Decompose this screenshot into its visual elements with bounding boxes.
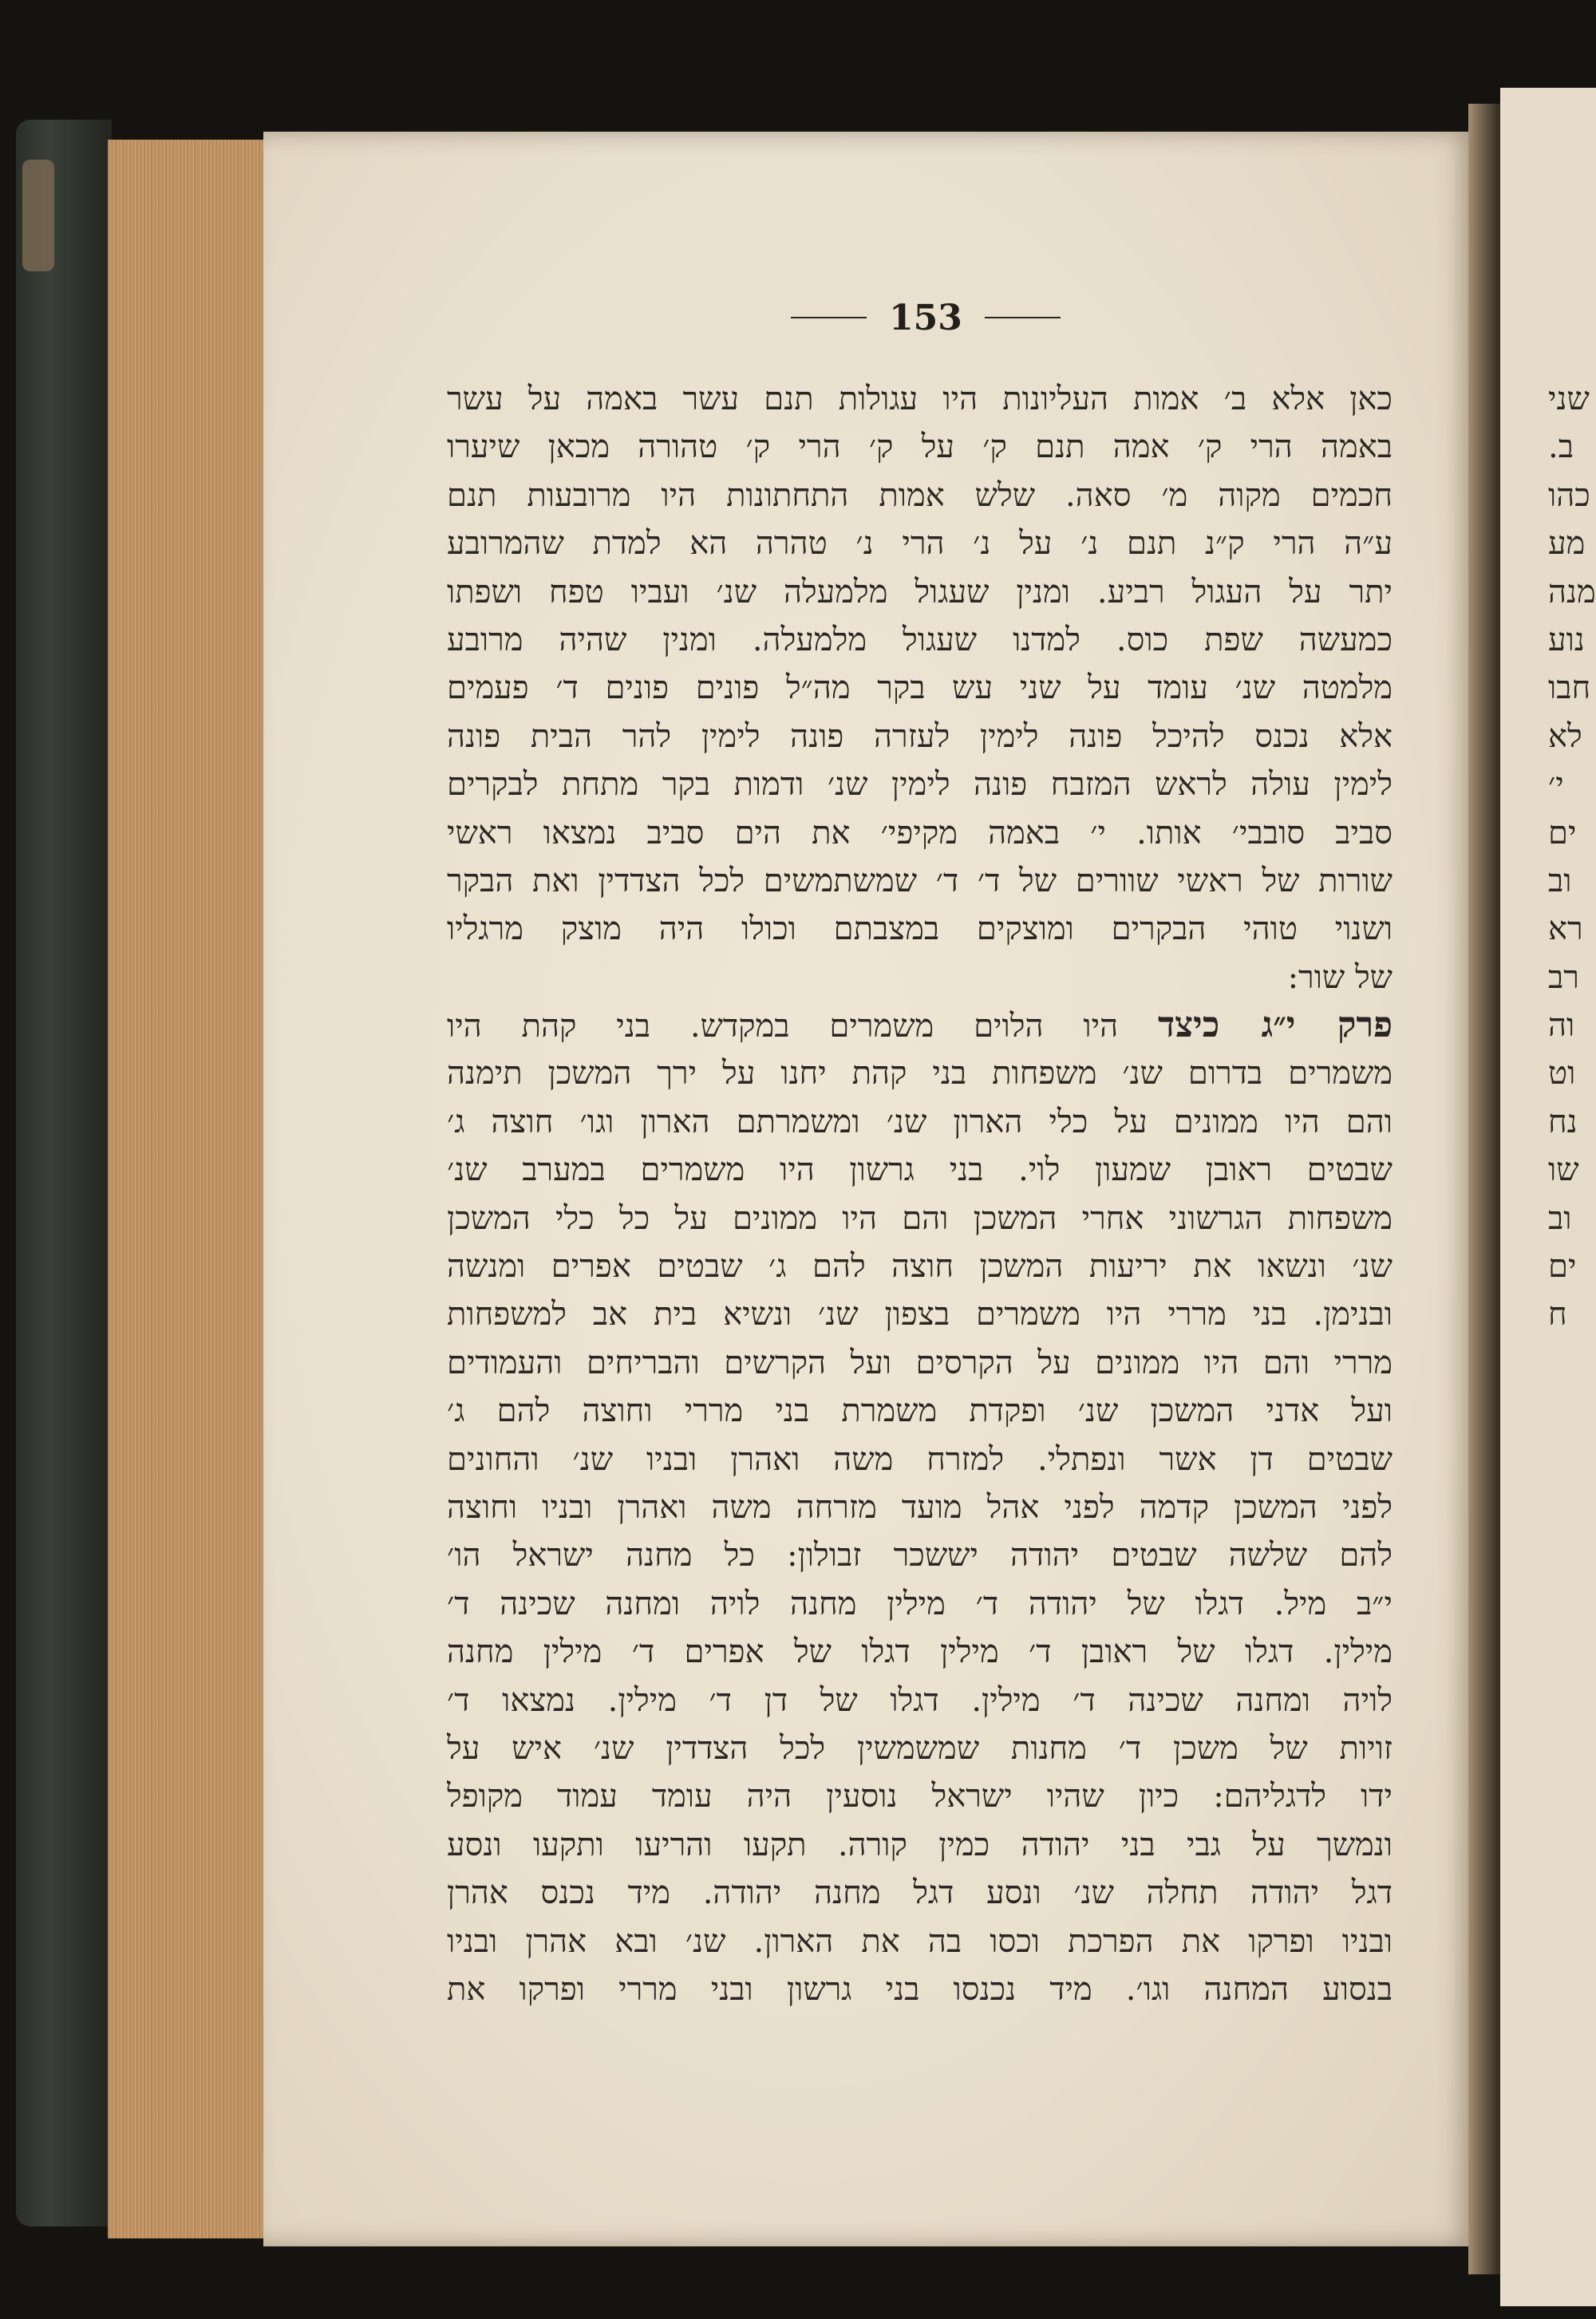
text-line: י״ב מיל. דגלו של יהודה ד׳ מילין מחנה לויה ומחנה שכינה ד׳ — [447, 1585, 1393, 1622]
facing-page-fragment: וב — [1548, 1199, 1572, 1237]
page-number: 153 — [889, 297, 962, 338]
facing-page-fragment: וט — [1548, 1055, 1576, 1092]
facing-page-fragment: חבו — [1548, 670, 1591, 707]
text-line: אלא נכנס להיכל פונה לימין לעזרה פונה לימין להר הבית פונה — [447, 717, 1393, 755]
text-line: היו הלוים משמרים במקדש. בני קהת היו — [447, 1008, 1119, 1045]
page-header — [766, 294, 1085, 342]
text-line: ונמשך על גבי בני יהודה כמין קורה. תקעו והריעו ותקעו ונסע — [447, 1826, 1393, 1863]
text-line: דגל יהודה תחלה שנ׳ ונסע דגל מחנה יהודה. מיד נכנס אהרן — [447, 1875, 1393, 1912]
facing-page-fragment: לא — [1548, 717, 1582, 755]
facing-page-fragment: ים — [1548, 814, 1577, 851]
text-line: זויות של משכן ד׳ מחנות שמשמשין לכל הצדדין שנ׳ איש על — [447, 1729, 1393, 1767]
text-line: לפני המשכן קדמה לפני אהל מועד מזרחה משה ואהרן ובניו וחוצה — [447, 1488, 1393, 1526]
book-cover — [16, 120, 112, 2226]
facing-page-fragment: כהו — [1548, 476, 1590, 514]
facing-page-fragment: וה — [1548, 1007, 1575, 1045]
facing-page-fragment: מע — [1548, 525, 1586, 563]
text-line: משפחות הגרשוני אחרי המשכן והם היו ממונים על כל כלי המשכן — [447, 1199, 1393, 1237]
text-line: מלמטה שנ׳ עומד על שני עש בקר מה״ל פונים פונים ד׳ פעמים — [447, 670, 1393, 707]
page-body — [447, 375, 1393, 2013]
text-line: ובנימן. בני מררי היו משמרים בצפון שנ׳ ונשיא בית אב למשפחות — [447, 1296, 1393, 1333]
text-line: כמעשה שפת כוס. למדנו שעגול מלמעלה. ומנין שהיה מרובע — [447, 621, 1393, 658]
facing-page-fragment: ב. — [1548, 429, 1574, 466]
facing-page-fragment: ח — [1548, 1296, 1567, 1333]
header-rule-left — [791, 317, 867, 318]
text-line: שנ׳ ונשאו את יריעות המשכן חוצה להם ג׳ שבטים אפרים ומנשה — [447, 1248, 1393, 1286]
text-line: באמה הרי ק׳ אמה תנם ק׳ על ק׳ הרי ק׳ טהורה מכאן שיערו — [447, 429, 1393, 466]
facing-page-fragment: נוע — [1548, 621, 1585, 658]
text-line: ושנוי טוהי הבקרים ומוצקים במצבתם וכולו היה מוצק מרגליו — [447, 911, 1393, 948]
facing-page-fragment: וב — [1548, 862, 1572, 899]
facing-page-fragment: שני — [1548, 381, 1590, 417]
text-line: שבטים ראובן שמעון לוי. בני גרשון היו משמרים במערב שנ׳ — [447, 1152, 1393, 1189]
text-line: של שור: — [1287, 958, 1393, 996]
text-line: ועל אדני המשכן שנ׳ ופקדת משמרת בני מררי וחוצה להם ג׳ — [447, 1393, 1393, 1430]
text-line: משמרים בדרום שנ׳ משפחות בני קהת יחנו על ירך המשכן תימנה — [447, 1055, 1393, 1092]
facing-page-fragment: רב — [1548, 958, 1579, 996]
facing-page-fragment: רא — [1548, 911, 1583, 948]
facing-page-fragment: מנה — [1548, 573, 1596, 610]
text-line: שורות של ראשי שוורים של ד׳ ד׳ שמשתמשים לכל הצדדין ואת הבקר — [447, 862, 1393, 899]
text-line: כאן אלא ב׳ אמות העליונות היו עגולות תנם עשר באמה על עשר — [447, 381, 1393, 417]
text-line: להם שלשה שבטים יהודה יששכר זבולון: כל מחנה ישראל הו׳ — [447, 1537, 1393, 1574]
page-edges — [108, 140, 279, 2238]
text-line: ע״ה הרי ק״נ תנם נ׳ על נ׳ הרי נ׳ טהרה הא למדת שהמרובע — [447, 525, 1393, 563]
facing-page-fragment: שו — [1548, 1152, 1579, 1189]
chapter-start-line — [447, 1001, 1393, 1049]
text-line: שבטים דן אשר ונפתלי. למזרח משה ואהרן ובניו שנ׳ והחונים — [447, 1440, 1393, 1478]
header-rule-right — [985, 317, 1061, 318]
text-line: סביב סובבי׳ אותו. י׳ באמה מקיפי׳ את הים סביב נמצאו ראשי — [447, 814, 1393, 851]
facing-page-fragment: ים — [1548, 1248, 1577, 1286]
facing-page-fragment: נח — [1548, 1103, 1578, 1140]
facing-page-fragment: י׳ — [1548, 766, 1564, 804]
text-line: והם היו ממונים על כלי הארון שנ׳ ומשמרתם הארון וגו׳ חוצה ג׳ — [447, 1103, 1393, 1140]
text-line: יתר על העגול רביע. ומנין שעגול מלמעלה שנ׳ ועביו טפח ושפתו — [447, 573, 1393, 610]
text-line: ובניו ופרקו את הפרכת וכסו בה את הארון. שנ׳ ובא אהרן ובניו — [447, 1922, 1393, 1960]
text-line: ידו לדגליהם: כיון שהיו ישראל נוסעין היה עומד עמוד מקופל — [447, 1778, 1393, 1815]
text-line: לימין עולה לראש המזבח פונה לימין שנ׳ ודמות בקר מתחת לבקרים — [447, 766, 1393, 804]
text-line: חכמים מקוה מ׳ סאה. שלש אמות התחתונות היו מרובעות תנם — [447, 476, 1393, 514]
text-line: מררי והם היו ממונים על הקרסים ועל הקרשים והבריחים והעמודים — [447, 1344, 1393, 1381]
text-line: בנסוע המחנה וגו׳. מיד נכנסו בני גרשון ובני מררי ופרקו את — [447, 1970, 1393, 2008]
chapter-heading: פרק י״ג כיצד — [1157, 1005, 1393, 1046]
text-line: לויה ומחנה שכינה ד׳ מילין. דגלו של דן ד׳ מילין. נמצאו ד׳ — [447, 1681, 1393, 1719]
cover-wear — [22, 160, 54, 271]
facing-page-text — [1548, 375, 1596, 1339]
text-line: מילין. דגלו של ראובן ד׳ מילין דגלו של אפרים ד׳ מילין מחנה — [447, 1634, 1393, 1671]
